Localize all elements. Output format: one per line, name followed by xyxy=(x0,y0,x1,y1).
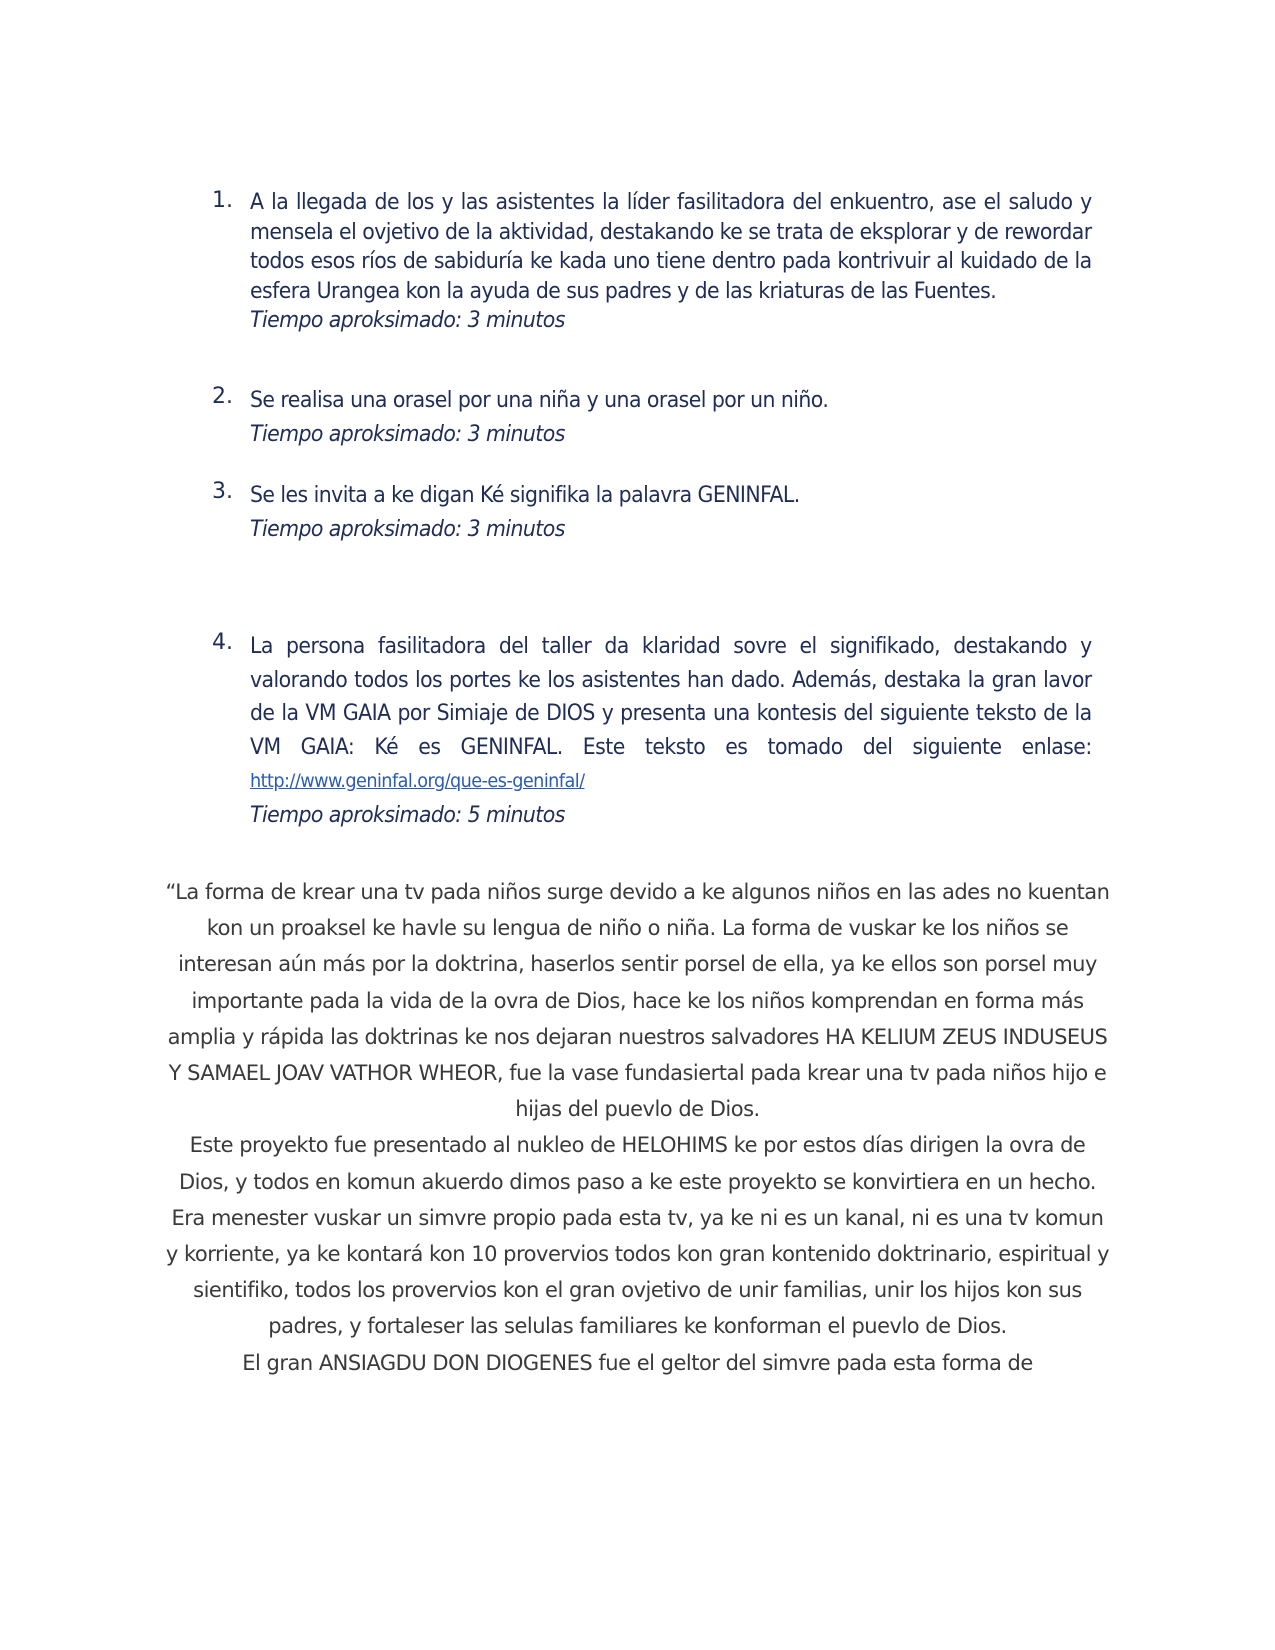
quote-paragraph: El gran ANSIAGDU DON DIOGENES fue el geltor del simvre pada esta forma de xyxy=(242,1350,1033,1375)
quoted-text-block xyxy=(165,874,1110,1381)
step-time: Tiempo aproksimado: 3 minutos xyxy=(250,308,565,333)
step-number: 2. xyxy=(212,384,233,409)
step-text: La persona fasilitadora del taller da klaridad sovre el signifikado, destakando y valorando todos los portes ke los asistentes han dado. Además, destaka la gran lavor de la VM GAIA por Simiaje de DIOS y presenta una kontesis del siguiente teksto de la VM GAIA: Ké es GENINFAL. Este teksto es tomado del siguiente enlase: xyxy=(250,634,1092,760)
step-number: 1. xyxy=(212,188,233,213)
step-text: Se realisa una orasel por una niña y una orasel por un niño. xyxy=(250,388,829,413)
step-time: Tiempo aproksimado: 3 minutos xyxy=(250,516,565,542)
step-number: 3. xyxy=(212,479,233,504)
step-body xyxy=(250,384,1092,451)
quote-paragraph: “La forma de krear una tv pada niños surge devido a ke algunos niños en las ades no kuentan kon un proaksel ke havle su lengua de niño o niña. La forma de vuskar ke los niños se interesan aún más por la doktrina, haserlos sentir porsel de ella, ya ke ellos son porsel muy importante pada la vida de la ovra de Dios, hace ke los niños komprendan en forma más amplia y rápida las doktrinas ke nos dejaran nuestros salvadores HA KELIUM ZEUS INDUSEUS Y SAMAEL JOAV VATHOR WHEOR, fue la vase fundasiertal pada krear una tv pada niños hijo e hijas del puevlo de Dios. xyxy=(165,880,1110,1122)
step-body xyxy=(250,479,1092,546)
geninfal-link[interactable]: http://www.geninfal.org/que-es-geninfal/ xyxy=(250,770,585,792)
step-number: 4. xyxy=(212,630,233,655)
step-time: Tiempo aproksimado: 5 minutos xyxy=(250,802,565,828)
quote-paragraph: Este proyekto fue presentado al nukleo de HELOHIMS ke por estos días dirigen la ovra de Dios, y todos en komun akuerdo dimos paso a ke este proyekto se konvirtiera en un hecho. Era menester vuskar un simvre propio pada esta tv, ya ke ni es un kanal, ni es una tv komun y korriente, ya ke kontará kon 10 provervios todos kon gran kontenido doktrinario, espiritual y sientifiko, todos los provervios kon el gran ovjetivo de unir familias, unir los hijos kon sus padres, y fortaleser las selulas familiares ke konforman el puevlo de Dios. xyxy=(165,1133,1110,1339)
step-text: Se les invita a ke digan Ké signifika la palavra GENINFAL. xyxy=(250,483,800,508)
step-text: A la llegada de los y las asistentes la líder fasilitadora del enkuentro, ase el saludo y mensela el ovjetivo de la aktividad, destakando ke se trata de eksplorar y de rewordar todos esos ríos de sabiduría ke kada uno tiene dentro pada kontrivuir al kuidado de la esfera Urangea kon la ayuda de sus padres y de las kriaturas de las Fuentes. xyxy=(250,190,1092,304)
step-time: Tiempo aproksimado: 3 minutos xyxy=(250,421,565,447)
step-body xyxy=(250,188,1092,336)
step-body xyxy=(250,630,1092,832)
